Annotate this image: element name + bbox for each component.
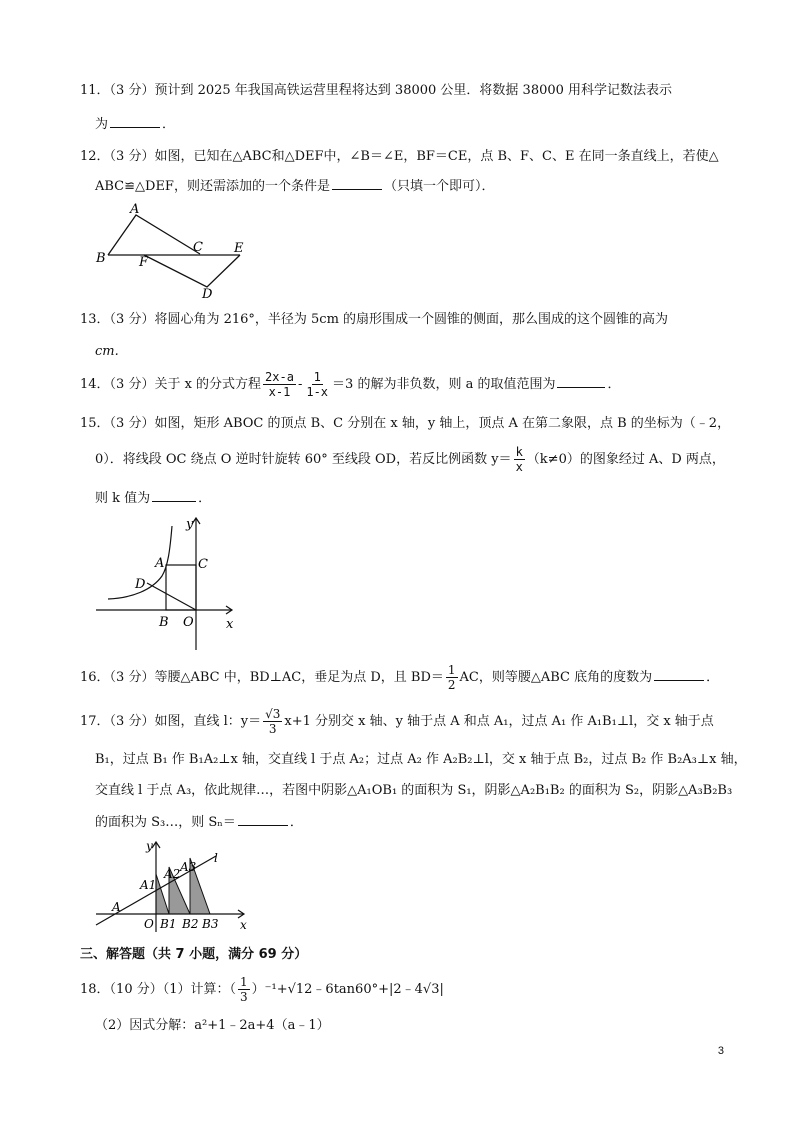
- q18-line1-post: ）⁻¹+√12﹣6tan60°+|2﹣4√3|: [251, 982, 444, 997]
- q14-f1-num: 2x-a: [265, 370, 294, 384]
- q11-line2: [95, 115, 175, 134]
- q12-figure: [92, 200, 252, 300]
- q17-figure: [92, 836, 257, 936]
- q17-label-l: l: [214, 851, 218, 865]
- q17-line1-pre: 17．（3 分）如图，直线 l：y＝: [80, 714, 262, 729]
- q17-line1-post: x+1 分别交 x 轴、y 轴于点 A 和点 A₁，过点 A₁ 作 A₁B₁⊥l，交 x 轴于点: [284, 714, 714, 729]
- q16-post: AC，则等腰△ABC 底角的度数为: [459, 670, 653, 685]
- q16-f-num: 1: [447, 663, 456, 677]
- q17-line4-pre: 的面积为 S₃…，则 Sₙ＝: [95, 815, 236, 830]
- q17-label-a1: A1: [140, 878, 157, 892]
- q17-label-a3: A3: [180, 860, 197, 874]
- q15-f-num: k: [515, 445, 523, 459]
- q12-label-f: F: [139, 255, 149, 270]
- q15-label-y: y: [186, 517, 194, 532]
- q18-f-num: 1: [240, 975, 248, 989]
- q17-label-b2: B2: [182, 917, 199, 931]
- q14-answer-blank[interactable]: [557, 375, 605, 388]
- q16-line: [80, 663, 719, 692]
- q17-line2: B₁，过点 B₁ 作 B₁A₂⊥x 轴，交直线 l 于点 A₂；过点 A₂ 作 A₂B₂⊥l，交 x 轴于点 B₂，过点 B₂ 作 B₂A₃⊥x 轴，: [95, 752, 747, 767]
- q11-line2-post: ．: [162, 117, 176, 132]
- q15-line2-post: （k≠0）的图象经过 A、D 两点，: [526, 452, 725, 467]
- q16-pre: 16．（3 分）等腰△ABC 中，BD⊥AC，垂足为点 D，且 BD＝: [80, 670, 444, 685]
- q14-fraction-2: [304, 370, 330, 399]
- q12-answer-blank[interactable]: [332, 177, 382, 190]
- q18-line1-pre: 18．（10 分）（1）计算：（: [80, 982, 236, 997]
- q17-label-a2: A2: [164, 867, 181, 881]
- q15-answer-blank[interactable]: [152, 489, 196, 502]
- q15-f-den: x: [515, 460, 523, 474]
- q16-f-den: 2: [447, 678, 456, 692]
- q15-label-o: O: [183, 615, 194, 630]
- q13-line2: [95, 343, 119, 361]
- q14-f1-den: x-1: [268, 385, 291, 399]
- q15-line3-pre: 则 k 值为: [95, 491, 151, 506]
- q15-label-c: C: [198, 557, 208, 572]
- q12-line2-pre: ABC≌△DEF，则还需添加的一个条件是: [95, 179, 330, 194]
- q12-label-c: C: [193, 240, 203, 255]
- q15-line2: [95, 445, 725, 474]
- q18-f-den: 3: [240, 990, 248, 1004]
- q16-answer-blank[interactable]: [654, 668, 704, 681]
- q15-figure: [92, 512, 242, 652]
- q11-answer-blank[interactable]: [110, 115, 160, 128]
- page-number: 3: [717, 1045, 724, 1057]
- q17-fraction: [263, 707, 282, 736]
- q17-label-a: A: [112, 900, 121, 914]
- q17-label-o: O: [144, 917, 154, 931]
- q14-minus: -: [297, 377, 303, 392]
- q12-label-b: B: [96, 251, 106, 266]
- q17-label-b1: B1: [160, 917, 177, 931]
- q17-label-y: y: [146, 839, 153, 853]
- q15-line3: [95, 489, 211, 508]
- q15-line1: 15．（3 分）如图，矩形 ABOC 的顶点 B、C 分别在 x 轴，y 轴上，顶点 A 在第二象限，点 B 的坐标为（﹣2，: [80, 416, 731, 431]
- q14-line: [80, 370, 620, 399]
- q11-line1: 11．（3 分）预计到 2025 年我国高铁运营里程将达到 38000 公里．将数据 38000 用科学记数法表示: [80, 83, 673, 98]
- q12-line1: 12．（3 分）如图，已知在△ABC和△DEF中，∠B＝∠E，BF＝CE，点 B、F、C、E 在同一条直线上，若使△: [80, 149, 719, 164]
- q15-line3-post: ．: [198, 491, 212, 506]
- q18-fraction: [238, 975, 250, 1004]
- q14-f2-den: 1-x: [306, 385, 329, 399]
- q12-label-a: A: [130, 202, 140, 217]
- q17-line4: [95, 813, 303, 832]
- q17-line4-post: ．: [289, 815, 303, 830]
- section-3-heading: 三、解答题（共 7 小题，满分 69 分）: [80, 947, 308, 962]
- q12-label-e: E: [234, 241, 244, 256]
- q14-end: ．: [607, 377, 621, 392]
- q15-label-b: B: [159, 615, 169, 630]
- q17-line1: [80, 707, 714, 736]
- q15-fraction: [514, 445, 525, 474]
- q14-pre: 14．（3 分）关于 x 的分式方程: [80, 377, 262, 392]
- q12-label-d: D: [202, 287, 213, 300]
- q14-post: ＝3 的解为非负数，则 a 的取值范围为: [332, 377, 556, 392]
- q17-answer-blank[interactable]: [238, 813, 288, 826]
- q15-label-d: D: [135, 577, 146, 592]
- q18-line2: （2）因式分解：a²+1﹣2a+4（a﹣1）: [95, 1018, 330, 1033]
- q18-line1: [80, 975, 444, 1005]
- q17-f-den: 3: [268, 722, 277, 736]
- q17-f-num: √3: [265, 707, 281, 721]
- q17-line3: 交直线 l 于点 A₃，依此规律…，若图中阴影△A₁OB₁ 的面积为 S₁，阴影△A₂B₁B₂ 的面积为 S₂，阴影△A₃B₂B₃: [95, 783, 733, 798]
- q11-line2-pre: 为: [95, 117, 109, 132]
- q16-fraction: [446, 663, 458, 692]
- q12-line2-post: （只填一个即可）．: [383, 179, 495, 194]
- q15-line2-pre: 0）．将线段 OC 绕点 O 逆时针旋转 60° 至线段 OD，若反比例函数 y＝: [95, 452, 512, 467]
- q13-line1: 13．（3 分）将圆心角为 216°，半径为 5cm 的扇形围成一个圆锥的侧面，那么围成的这个圆锥的高为: [80, 312, 669, 327]
- q12-line2: [95, 177, 494, 196]
- q13-line2-text: cm.: [95, 344, 119, 359]
- q17-label-b3: B3: [202, 917, 219, 931]
- q17-label-x: x: [240, 918, 247, 932]
- q14-f2-num: 1: [313, 370, 321, 384]
- q16-end: ．: [706, 670, 720, 685]
- q14-fraction-1: [263, 370, 296, 399]
- q15-label-x: x: [226, 617, 234, 632]
- q15-label-a: A: [155, 556, 165, 571]
